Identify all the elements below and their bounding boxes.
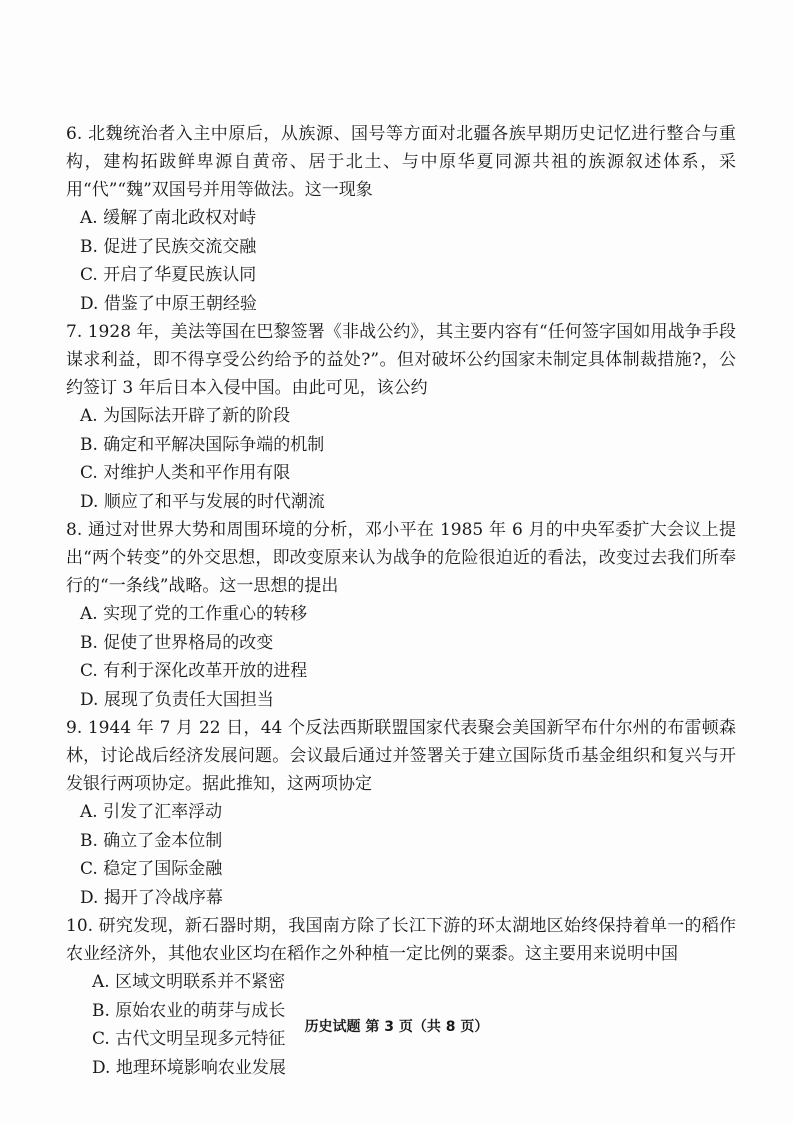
option-b: B. 促进了民族交流交融	[80, 236, 257, 257]
option-c: C. 稳定了国际金融	[80, 859, 223, 879]
question-stem: 9. 1944 年 7 月 22 日，44 个反法西斯联盟国家代表聚会美国新罕布什尔州的布雷顿森林，讨论战后经济发展问题。会议最后通过并签署关于建立国际货币基金组织和复兴与开发银行两项协定。据此推知，这两项协定	[66, 718, 736, 794]
option-b: B. 确立了金本位制	[80, 830, 223, 851]
option-d: D. 借鉴了中原王朝经验	[80, 293, 257, 314]
option-d: D. 揭开了冷战序幕	[80, 887, 223, 908]
option-a: A. 引发了汇率浮动	[80, 802, 223, 822]
page-footer: 历史试题 第 3 页（共 8 页）	[304, 1019, 489, 1035]
option-a: A. 实现了党的工作重心的转移	[80, 604, 308, 624]
question-stem: 10. 研究发现，新石器时期，我国南方除了长江下游的环太湖地区始终保持着单一的稻作农业经济外，其他农业区均在稻作之外种植一定比例的粟黍。这主要用来说明中国	[66, 916, 736, 964]
option-a: A. 缓解了南北政权对峙	[80, 208, 257, 228]
question-9	[66, 714, 736, 912]
option-b: B. 促使了世界格局的改变	[80, 632, 274, 653]
option-d: D. 展现了负责任大国担当	[80, 689, 274, 710]
option-d: D. 顺应了和平与发展的时代潮流	[80, 491, 325, 512]
option-c: C. 古代文明呈现多元特征	[92, 1029, 286, 1049]
option-list	[66, 402, 736, 516]
question-6	[66, 120, 736, 318]
question-stem: 7. 1928 年，美法等国在巴黎签署《非战公约》，其主要内容有“任何签字国如用战争手段谋求利益，即不得享受公约给予的益处?”。但对破坏公约国家未制定具体制裁措施?，公约签订 3 年后日本入侵中国。由此可见，该公约	[66, 322, 736, 398]
option-c: C. 开启了华夏民族认同	[80, 265, 257, 285]
option-d: D. 地理环境影响农业发展	[92, 1057, 286, 1078]
option-list	[66, 798, 736, 912]
question-stem: 8. 通过对世界大势和周围环境的分析，邓小平在 1985 年 6 月的中央军委扩大会议上提出“两个转变”的外交思想，即改变原来认为战争的危险很迫近的看法，改变过去我们所奉行的“一条线”战略。这一思想的提出	[66, 520, 736, 596]
option-list	[66, 600, 736, 714]
option-b: B. 确定和平解决国际争端的机制	[80, 434, 325, 455]
option-c: C. 对维护人类和平作用有限	[80, 463, 291, 483]
option-a: A. 为国际法开辟了新的阶段	[80, 406, 291, 426]
option-b: B. 原始农业的萌芽与成长	[92, 1000, 286, 1021]
question-7	[66, 318, 736, 516]
question-stem: 6. 北魏统治者入主中原后，从族源、国号等方面对北疆各族早期历史记忆进行整合与重构，建构拓跋鲜卑源自黄帝、居于北土、与中原华夏同源共祖的族源叙述体系，采用“代”“魏”双国号并用等做法。这一现象	[66, 124, 736, 200]
option-c: C. 有利于深化改革开放的进程	[80, 661, 308, 681]
question-10	[66, 912, 736, 1082]
question-list	[66, 120, 736, 1082]
option-a: A. 区域文明联系并不紧密	[92, 972, 286, 992]
option-list	[66, 204, 736, 318]
question-8	[66, 516, 736, 714]
